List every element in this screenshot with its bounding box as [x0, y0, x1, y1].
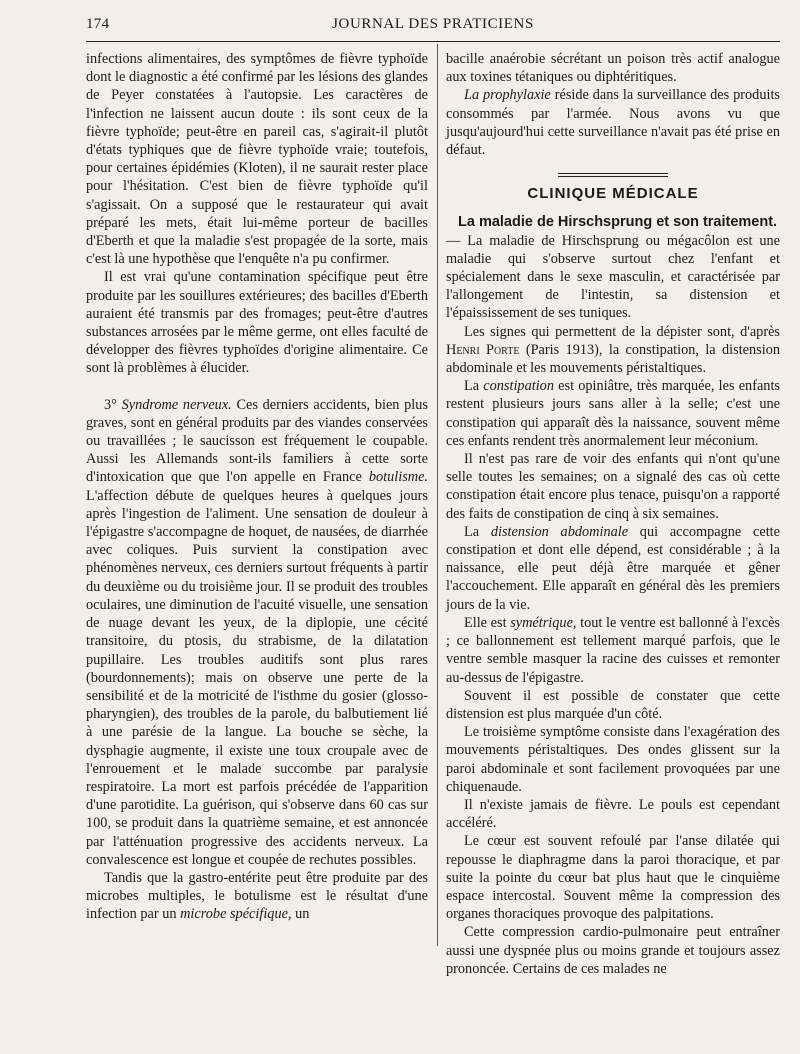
column-divider	[437, 44, 438, 946]
emphasis: La prophylaxie	[464, 87, 551, 104]
page-number: 174	[86, 16, 110, 32]
paragraph: Le troisième symptôme consiste dans l'exagération des mouvements péristaltiques. Des ondes glissent sur la paroi abdominale et sont facilement provoquées par une chiquenaude.	[446, 724, 780, 795]
text-run: un	[291, 906, 310, 923]
text-run: La	[464, 378, 484, 395]
paragraph	[86, 869, 428, 924]
text-run: est opiniâtre, très marquée, les enfants restent plusieurs jours sans aller à la selle; c'est une constipation qui apparaît dès la naissance, souvent même ces enfants rendent très anormalement leur méconium.	[446, 378, 780, 449]
paragraph: bacille anaérobie sécrétant un poison très actif analogue aux toxines tétaniques ou diphtéritiques.	[446, 51, 780, 86]
header-rule	[86, 41, 780, 42]
text-run: L'affection débute de quelques heures à quelques jours après l'ingestion de l'aliment. Une sensation de douleur à l'épigastre s'accompagne de hoquet, de nausées, de diarrhée avec coliques. Puis survient la constipation avec phénomènes nerveux, ces derniers surtout fréquents à partir du deuxième ou du troisième jour. Il se produit des troubles oculaires, une diminution de l'acuité visuelle, une sensation de nuage devant les yeux, de la diplopie, une cécité transitoire, du ptosis, du strabisme, de la dilatation pupillaire. Les troubles auditifs sont plus rares (bourdonnements); mais on observe une perte de la sensibilité et de la motricité de l'isthme du gosier (glosso-pharyngien), des troubles de la parole, du balbutiement lié à une parésie de la langue. La bouche se sèche, la dysphagie augmente, il existe une toux croupale avec de l'enrouement et le malade succombe par paralysie respiratoire. La mort est parfois précédée de l'apparition d'une parotidite. La guérison, qui s'observe dans 60 cas sur 100, se produit dans la quatrième semaine, et est annoncée par l'atténuation progressive des accidents nerveux. La convalescence est longue et coupée de rechutes possibles.	[86, 487, 428, 868]
paragraph	[446, 323, 780, 378]
paragraph: Souvent il est possible de constater que cette distension est plus marquée d'un côté.	[446, 687, 780, 722]
section-title: CLINIQUE MÉDICALE	[527, 185, 699, 203]
spacer	[86, 378, 428, 396]
paragraph	[446, 377, 780, 450]
paragraph: — La maladie de Hirschsprung ou mégacôlon est une maladie qui s'observe surtout chez l'enfant et spécialement dans le sexe masculin, et caractérisée par l'allongement de l'intestin, sa distension et l'épaississement de ses tuniques.	[446, 232, 780, 322]
emphasis: microbe spécifique,	[180, 906, 292, 923]
text-run: tout le ventre est ballonné à l'excès ; ce ballonnement est tellement marqué parfois, que le ventre semble masquer la racine des cuisses et remonter au-dessus de l'épigastre.	[446, 614, 780, 686]
text-run: (Paris 1913), la constipation, la distension abdominale et les mouvements péristaltiques.	[446, 341, 780, 377]
paragraph: Le cœur est souvent refoulé par l'anse dilatée qui repousse le diaphragme dans la paroi thoracique, et par suite la pointe du cœur bat plus haut que le cinquième espace intercostal. Souvent même la compression des organes thoraciques provoque des palpitations.	[446, 833, 780, 923]
author-name: Henri Porte	[446, 341, 520, 358]
paragraph: Cette compression cardio-pulmonaire peut entraîner aussi une dyspnée plus ou moins grande et toujours assez prononcée. Certains de ces malades ne	[446, 924, 780, 977]
text-run: réside dans la surveillance des produits consommés par l'armée. Nous avons vu que jusqu'aujourd'hui cette surveillance n'avait pas été prise en défaut.	[446, 87, 780, 159]
paragraph: infections alimentaires, des symptômes de fièvre typhoïde dont le diagnostic a été confirmé par les lésions des glandes de Peyer constatées à l'autopsie. Les caractères de l'infection ne laissent aucun doute : ils sont ceux de la fièvre typhoïde; peut-être en pareil cas, s'agirait-il plutôt d'états typhiques que de fièvre typhoïde vraie; toutefois, pour certaines épidémies (Kloten), il ne saurait rester place pour l'hésitation. C'est bien de fièvre typhoïde qu'il s'agissait. On a supposé que le restaurateur qui avait préparé les mets, était lui-même porteur de bacilles d'Eberth et que la maladie s'est propagée de la sorte, mais c'est là une hypothèse que l'enquête n'a pu confirmer.	[86, 51, 428, 268]
emphasis: distension abdominale	[490, 523, 629, 540]
section-separator	[558, 173, 668, 177]
emphasis: botulisme.	[368, 469, 428, 486]
text-run: La	[464, 523, 491, 540]
paragraph: Il n'est pas rare de voir des enfants qui n'ont qu'une selle toutes les semaines; on a signalé des cas où cette constipation était encore plus tenace, puisqu'on a rapporté des faits de constipation de cinq à six semaines.	[446, 451, 780, 522]
paragraph	[446, 614, 780, 687]
journal-title: JOURNAL DES PRATICIENS	[332, 16, 534, 32]
text-run: Ces derniers accidents, bien plus graves, sont en général produits par des viandes conservées ou travaillées ; le saucisson est fréquement le coupable. Aussi les Allemands sont-ils familiers à cette sorte d'intoxication que que l'on appelle en France	[86, 396, 428, 486]
article-title: La maladie de Hirschsprung et son traitement.	[458, 214, 778, 231]
paragraph: Il n'existe jamais de fièvre. Le pouls est cependant accéléré.	[446, 796, 780, 832]
text-run: Les signes qui permettent de la dépister sont, d'après	[464, 323, 780, 340]
emphasis: symétrique,	[510, 614, 577, 631]
paragraph-syndrome-nerveux	[86, 396, 428, 869]
paragraph	[446, 523, 780, 614]
text-run: qui accompagne cette constipation et dont elle dépend, est considérable ; à la naissance, elle peut déjà être marquée et gêner l'accouchement. Elle apparaît en général dès les premiers jours de la vie.	[446, 523, 780, 613]
right-column	[446, 50, 780, 978]
left-column	[86, 50, 428, 924]
text-run: Elle est	[464, 614, 511, 631]
running-header	[86, 16, 780, 38]
enumeration: 3°	[104, 396, 122, 413]
paragraph: Il est vrai qu'une contamination spécifique peut être produite par les souillures extérieures; des bacilles d'Eberth auraient été transmis par des fromages; peut-être d'autres substances arrosées par le même germe, ont elles faculté de développer des fièvres typhoïdes d'origine alimentaire. Ce sont là problèmes à élucider.	[86, 269, 428, 377]
text-run: Tandis que la gastro-entérite peut être produite par des microbes multiples, le botulisme est le résultat d'une infection par un	[86, 869, 428, 923]
emphasis: constipation	[483, 378, 554, 395]
paragraph	[446, 86, 780, 159]
subheading: Syndrome nerveux.	[121, 396, 232, 413]
